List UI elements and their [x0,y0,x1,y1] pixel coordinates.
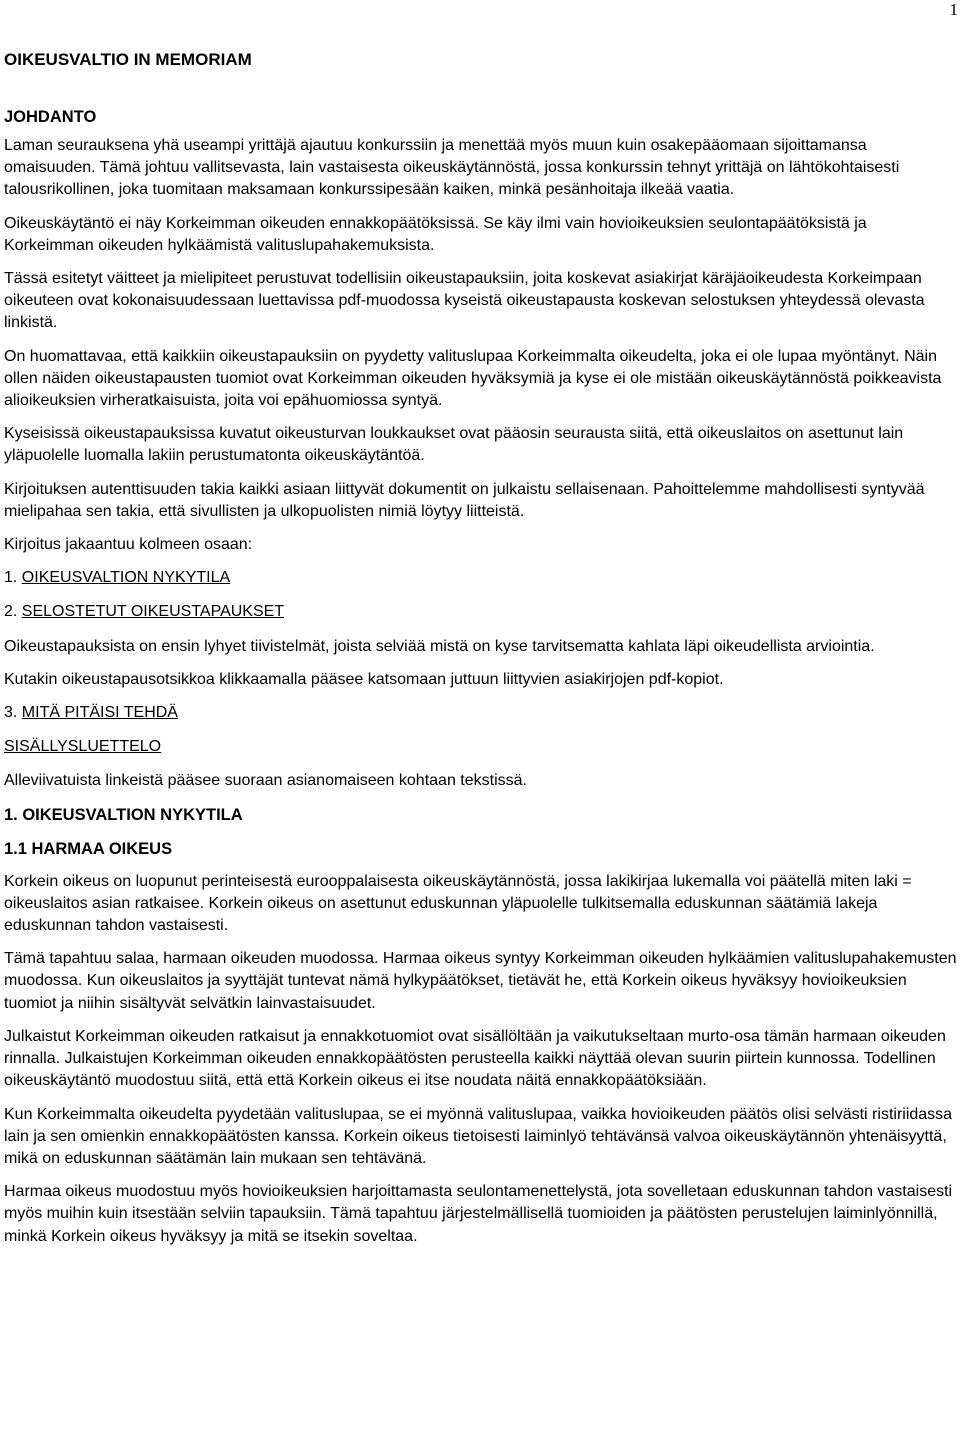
intro-paragraph-3: Tässä esitetyt väitteet ja mielipiteet perustuvat todellisiin oikeustapauksiin, joita koskevat asiakirjat käräjäoikeudesta Korkeimpaan oikeuteen ovat kokonaisuudessaan luettavissa pdf-muodossa kyseistä oikeustapausta koskevan selostuksen yhteydessä olevasta linkistä. [4,270,925,332]
part-1-item [4,567,958,589]
section-1-heading: 1. OIKEUSVALTION NYKYTILA [4,805,243,824]
part-2-paragraph-2: Kutakin oikeustapausotsikkoa klikkaamalla pääsee katsomaan juttuun liittyvien asiakirjojen pdf-kopiot. [4,670,724,688]
part-2-paragraph-1: Oikeustapauksista on ensin lyhyet tiivistelmät, joista selviää mistä on kyse tarvitsematta kahlata läpi oikeudellista arviointia. [4,637,875,655]
section-1-1-heading: 1.1 HARMAA OIKEUS [4,839,173,858]
document-body [4,48,958,1259]
part-3-number: 3. [4,704,18,722]
part-3-item [4,702,958,724]
intro-paragraph-4: On huomattavaa, että kaikkiin oikeustapauksiin on pyydetty valituslupaa Korkeimmalta oikeudelta, joka ei ole lupaa myöntänyt. Näin ollen näiden oikeustapausten tuomiot ovat Korkeimman oikeuden hyväksymiä ja kyse ei ole mistään oikeuskäytännöstä poikkeavista alioikeuksien virheratkaisuista, joita voi epähuomiossa syntyä. [4,347,942,410]
document-title: OIKEUSVALTIO IN MEMORIAM [4,50,252,69]
intro-paragraph-6: Kirjoituksen autenttisuuden takia kaikki asiaan liittyvät dokumentit on julkaistu sellaisenaan. Pahoittelemme mahdollisesti syntyvää mielipahaa sen takia, että sivullisten ja ulkopuolisten nimiä löytyy liitteistä. [4,480,925,520]
toc-item [4,736,958,758]
toc-link[interactable]: SISÄLLYSLUETTELO [4,738,162,756]
intro-paragraph-1: Laman seurauksena yhä useampi yrittäjä ajautuu konkurssiin ja menettää myös muun kuin osakepääomaan sijoittamansa omaisuuden. Tämä johtuu vallitsevasta, lain vastaisesta oikeuskäytännöstä, jossa konkurssin tehnyt yrittäjä on lähtökohtaisesti talousrikollinen, joka tuomitaan maksamaan konkurssipesään kaiken, minkä pesänhoitaja ilkeää vaatia. [4,137,900,199]
section-paragraph-5: Harmaa oikeus muodostuu myös hovioikeuksien harjoittamasta seulontamenettelystä, jota sovelletaan eduskunnan tahdon vastaisesti myös muihin kuin itsestään selviin tapauksiin. Tämä tapahtuu järjestelmällisellä tuomioiden ja päätösten perustelujen laiminlyönnillä, minkä Korkein oikeus hyväksyy ja mitä se itsekin soveltaa. [4,1183,953,1245]
part-1-link[interactable]: OIKEUSVALTION NYKYTILA [21,569,231,587]
part-3-link[interactable]: MITÄ PITÄISI TEHDÄ [21,704,178,722]
part-2-link[interactable]: SELOSTETUT OIKEUSTAPAUKSET [21,603,285,621]
intro-paragraph-5: Kyseisissä oikeustapauksissa kuvatut oikeusturvan loukkaukset ovat pääosin seurausta siitä, että oikeuslaitos on asettunut lain yläpuolelle luomalla lakiin perustumatonta oikeuskäytäntöä. [4,425,904,465]
section-paragraph-1: Korkein oikeus on luopunut perinteisestä eurooppalaisesta oikeuskäytännöstä, jossa lakikirjaa lukemalla voi päätellä miten laki = oikeuslaitos asian ratkaisee. Korkein oikeus on asettunut eduskunnan yläpuolelle tulkitsemalla eduskunnan säätämiä lakeja eduskunnan tahdon vastaisesti. [4,872,912,935]
page-number: 1 [949,0,958,19]
toc-note: Alleviivatuista linkeistä pääsee suoraan asianomaiseen kohtaan tekstissä. [4,772,527,790]
intro-paragraph-2: Oikeuskäytäntö ei näy Korkeimman oikeuden ennakkopäätöksissä. Se käy ilmi vain hovioikeuksien seulontapäätöksistä ja Korkeimman oikeuden hylkäämistä valituslupahakemuksista. [4,214,867,254]
part-2-item [4,601,958,623]
intro-heading: JOHDANTO [4,108,97,126]
part-2-number: 2. [4,603,18,621]
part-1-number: 1. [4,569,18,587]
intro-paragraph-7: Kirjoitus jakaantuu kolmeen osaan: [4,536,253,554]
section-paragraph-4: Kun Korkeimmalta oikeudelta pyydetään valituslupaa, se ei myönnä valituslupaa, vaikka hovioikeuden päätös olisi selvästi ristiriidassa lain ja sen omienkin ennakkopäätösten kanssa. Korkein oikeus tietoisesti laiminlyö tehtävänsä valvoa oikeuskäytännön yhtenäisyyttä, mikä on eduskunnan säätämän lain mukaan sen tehtävänä. [4,1105,953,1167]
section-paragraph-3: Julkaistut Korkeimman oikeuden ratkaisut ja ennakkotuomiot ovat sisällöltään ja vaikutukseltaan murto-osa tämän harmaan oikeuden rinnalla. Julkaistujen Korkeimman oikeuden ennakkopäätösten perusteella kaikki näyttää olevan suurin piirtein kunnossa. Todellinen oikeuskäytäntö muodostuu siitä, että että Korkein oikeus ei itse noudata näitä ennakkopäätöksiään. [4,1027,946,1090]
section-paragraph-2: Tämä tapahtuu salaa, harmaan oikeuden muodossa. Harmaa oikeus syntyy Korkeimman oikeuden hylkäämien valituslupahakemusten muodossa. Kun oikeuslaitos ja syyttäjät tuntevat nämä hylkypäätökset, tietävät he, että Korkein oikeus hyväksyy hovioikeuksien tuomiot ja niihin sisältyvät selvätkin lainvastaisuudet. [4,950,957,1012]
